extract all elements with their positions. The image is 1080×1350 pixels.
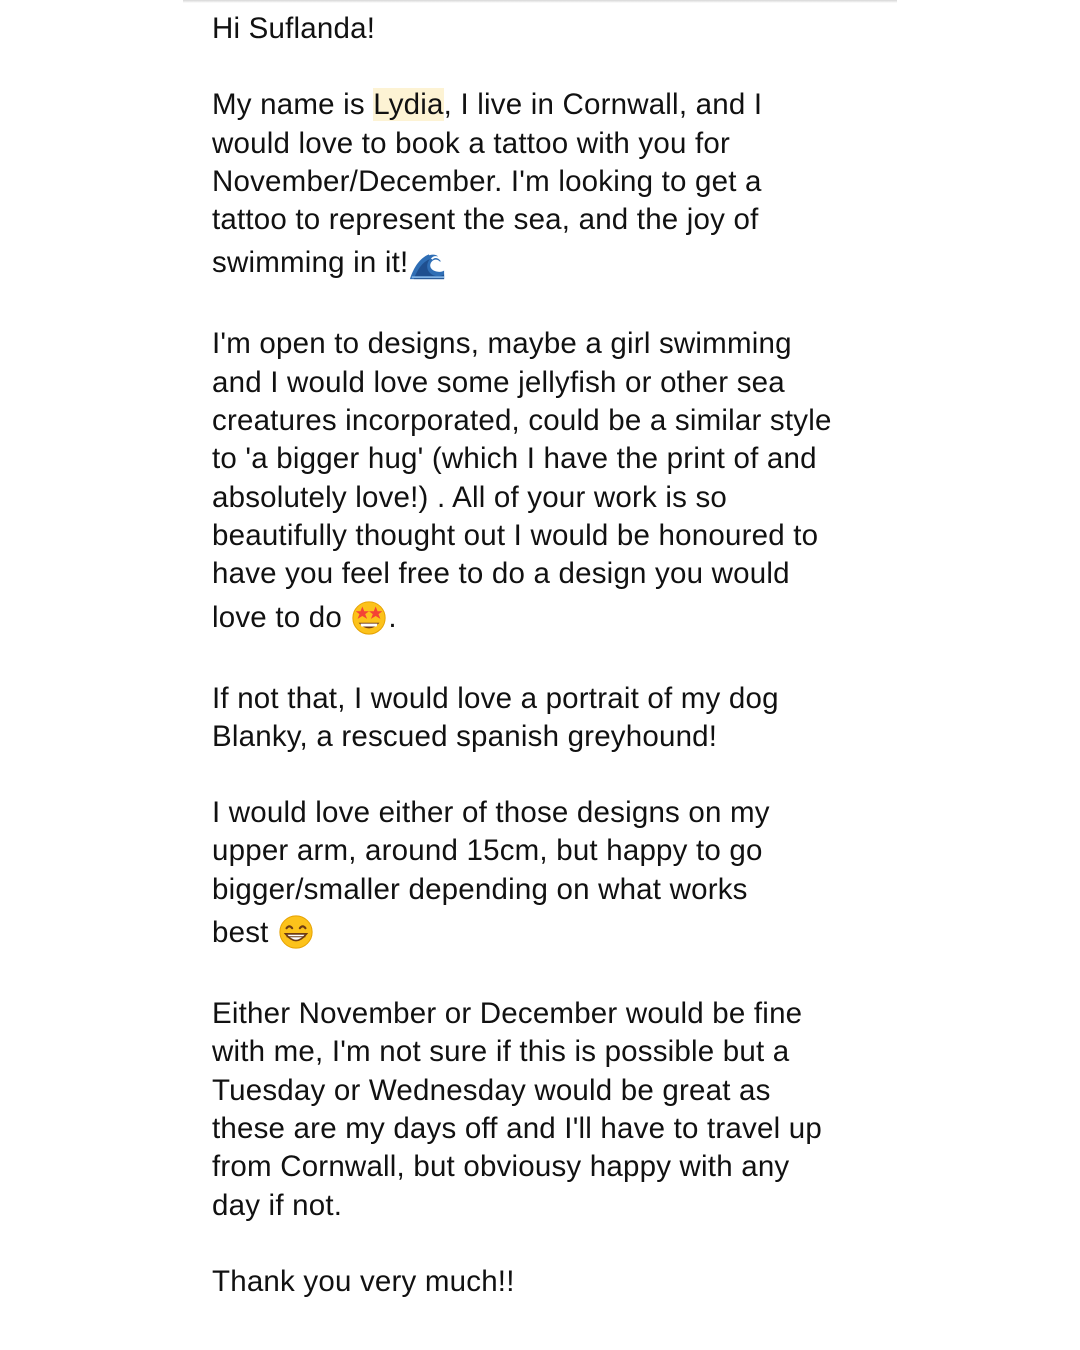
placement-paragraph [212, 794, 872, 957]
greeting-paragraph [212, 10, 872, 48]
design-line-8-period: . [388, 600, 397, 634]
placement-line-4 [212, 909, 872, 957]
design-line-2: and I would love some jellyfish or other sea [212, 365, 785, 399]
intro-line-5 [212, 239, 872, 287]
star-struck-emoji-icon [350, 598, 388, 636]
paragraph-gap [212, 756, 872, 794]
closing-text: Thank you very much!! [212, 1264, 515, 1298]
dates-line-1: Either November or December would be fine [212, 997, 803, 1031]
greeting-text: Hi Suflanda! [212, 12, 376, 45]
paragraph-gap [212, 642, 872, 680]
dates-line-5: from Cornwall, but obviousy happy with any [212, 1150, 790, 1184]
dates-paragraph [212, 995, 872, 1225]
intro-line-2: would love to book a tattoo with you for [212, 126, 730, 160]
design-line-3: creatures incorporated, could be a similar style [212, 404, 832, 438]
design-paragraph [212, 325, 872, 641]
dog-line-1: If not that, I would love a portrait of my dog [212, 681, 779, 715]
design-line-7: have you feel free to do a design you would [212, 557, 790, 591]
paragraph-gap [212, 287, 872, 325]
dog-paragraph [212, 680, 872, 757]
design-line-1: I'm open to designs, maybe a girl swimming [212, 327, 792, 361]
dates-line-3: Tuesday or Wednesday would be great as [212, 1073, 771, 1107]
intro-paragraph [212, 86, 872, 287]
placement-line-1: I would love either of those designs on my [212, 796, 770, 830]
dates-line-6: day if not. [212, 1188, 343, 1222]
paragraph-gap [212, 48, 872, 86]
intro-line-1 [212, 86, 872, 124]
intro-text-before-name: My name is [212, 88, 374, 122]
dog-line-2: Blanky, a rescued spanish greyhound! [212, 719, 718, 753]
top-divider-shadow [183, 0, 897, 3]
design-line-8 [212, 594, 872, 642]
dates-line-4: these are my days off and I'll have to travel up [212, 1111, 822, 1145]
intro-line-4: tattoo to represent the sea, and the joy of [212, 203, 759, 237]
design-line-5: absolutely love!) . All of your work is so [212, 480, 728, 514]
message-body [212, 10, 872, 1301]
placement-line-2: upper arm, around 15cm, but happy to go [212, 834, 763, 868]
intro-text-after-name: , I live in Cornwall, and I [443, 88, 763, 122]
intro-line-3: November/December. I'm looking to get a [212, 164, 762, 198]
grinning-emoji-icon [277, 913, 315, 951]
dates-line-2: with me, I'm not sure if this is possible but a [212, 1035, 790, 1069]
intro-line-5-text: swimming in it! [212, 246, 409, 280]
paragraph-gap [212, 1225, 872, 1263]
placement-line-3: bigger/smaller depending on what works [212, 872, 748, 906]
design-line-8-text: love to do [212, 600, 351, 634]
design-line-4: to 'a bigger hug' (which I have the print of and [212, 442, 817, 476]
paragraph-gap [212, 957, 872, 995]
highlighted-name: Lydia [373, 88, 444, 122]
wave-emoji-icon [408, 243, 446, 281]
design-line-6: beautifully thought out I would be honoured to [212, 518, 819, 552]
closing-paragraph [212, 1263, 872, 1301]
placement-line-4-text: best [212, 916, 277, 950]
